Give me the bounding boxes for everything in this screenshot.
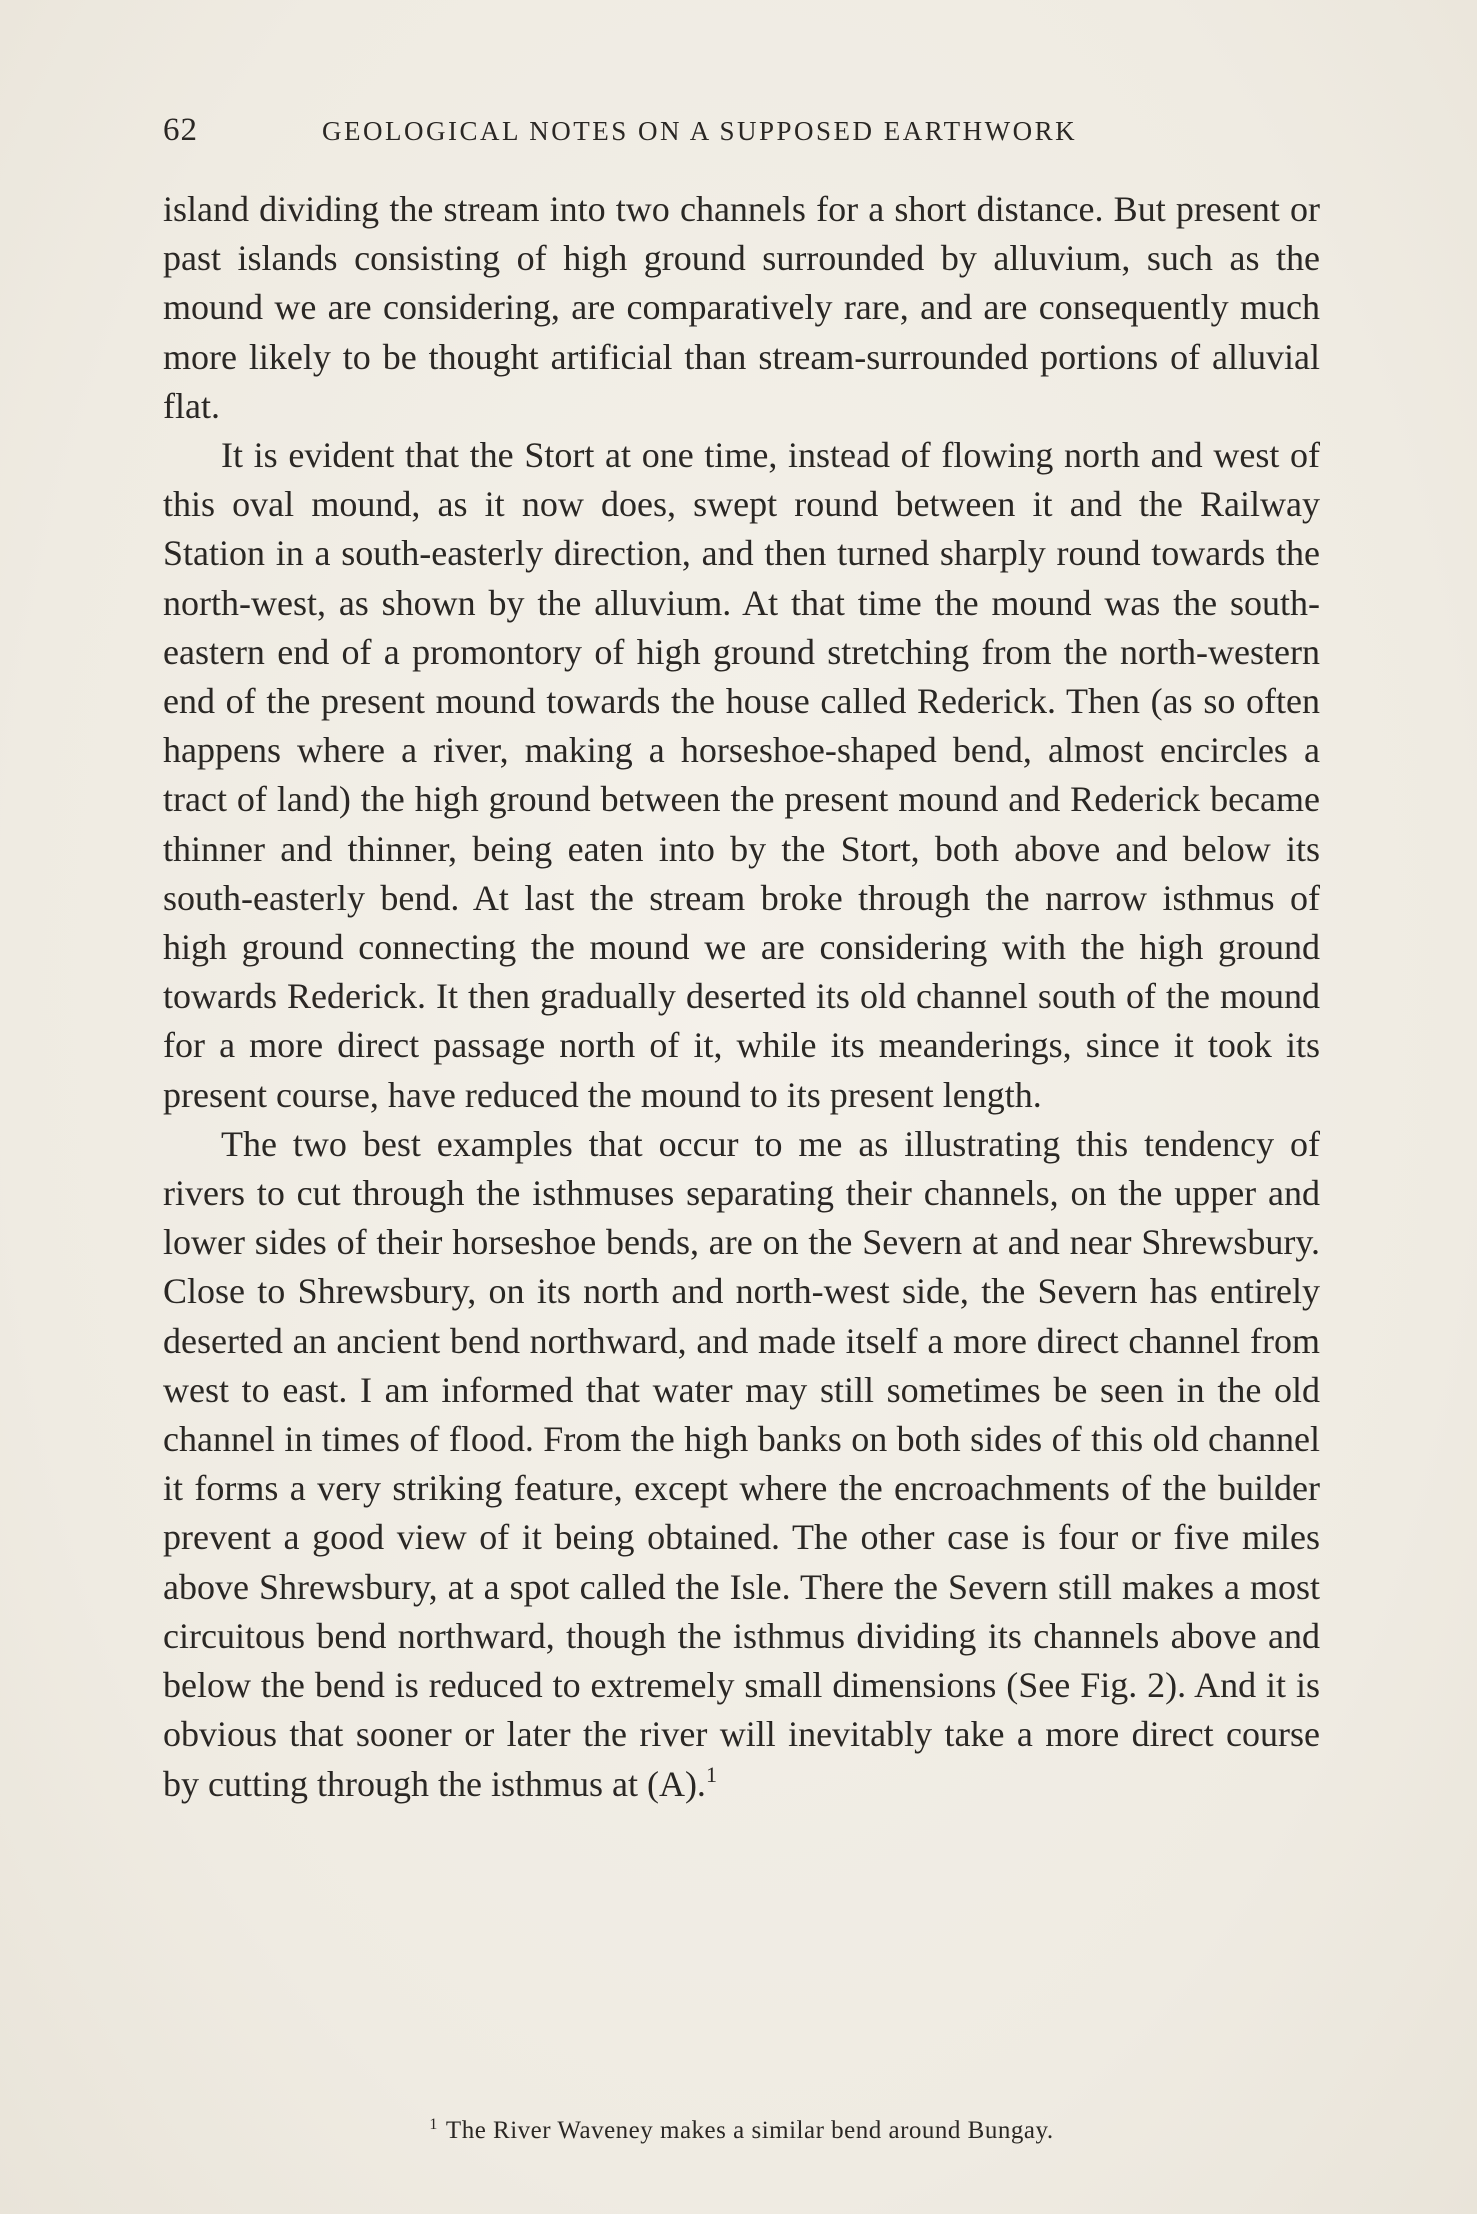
paragraph-1: island dividing the stream into two channels for a short distance. But present or past islands consisting of high ground surrounded by alluvium, such as the mound we are considering, are comparatively rare, and are consequently much more likely to be thought artificial than stream-surrounded portions of alluvial flat. — [163, 189, 1320, 426]
footnote-marker: 1 — [429, 2116, 438, 2133]
page-number: 62 — [163, 112, 198, 148]
body-text — [163, 185, 1320, 1809]
running-title: GEOLOGICAL NOTES ON A SUPPOSED EARTHWORK — [322, 116, 1078, 146]
footnote-reference[interactable]: 1 — [705, 1761, 717, 1787]
footnote-text: The River Waveney makes a similar bend around Bungay. — [445, 2117, 1054, 2144]
running-head — [163, 112, 1323, 156]
paragraph-3 — [163, 1120, 1320, 1809]
paragraph-2: It is evident that the Stort at one time, instead of flowing north and west of this oval mound, as it now does, swept round between it and the Railway Station in a south-easterly direction, and then turned sharply round towards the north-west, as shown by the alluvium. At that time the mound was the south-eastern end of a promontory of high ground stretching from the north-western end of the present mound towards the house called Rederick. Then (as so often happens where a river, making a horseshoe-shaped bend, almost encircles a tract of land) the high ground between the present mound and Rederick became thinner and thinner, being eaten into by the Stort, both above and below its south-easterly bend. At last the stream broke through the narrow isthmus of high ground connecting the mound we are considering with the high ground towards Rederick. It then gradually deserted its old channel south of the mound for a more direct passage north of it, while its meanderings, since it took its present course, have reduced the mound to its present length. — [163, 435, 1320, 1115]
paragraph-3-text: The two best examples that occur to me as illustrating this tendency of rivers to cut through the isthmuses separating their channels, on the upper and lower sides of their horseshoe bends, are on the Severn at and near Shrewsbury. Close to Shrewsbury, on its north and north-west side, the Severn has entirely deserted an ancient bend northward, and made itself a more direct channel from west to east. I am informed that water may still sometimes be seen in the old channel in times of flood. From the high banks on both sides of this old channel it forms a very striking feature, except where the encroachments of the builder prevent a good view of it being obtained. The other case is four or five miles above Shrewsbury, at a spot called the Isle. There the Severn still makes a most circuitous bend northward, though the isthmus dividing its channels above and below the bend is reduced to extremely small dimensions (See Fig. 2). And it is obvious that sooner or later the river will inevitably take a more direct course by cutting through the isthmus at (A). — [163, 1123, 1320, 1804]
footnote — [163, 2117, 1320, 2145]
